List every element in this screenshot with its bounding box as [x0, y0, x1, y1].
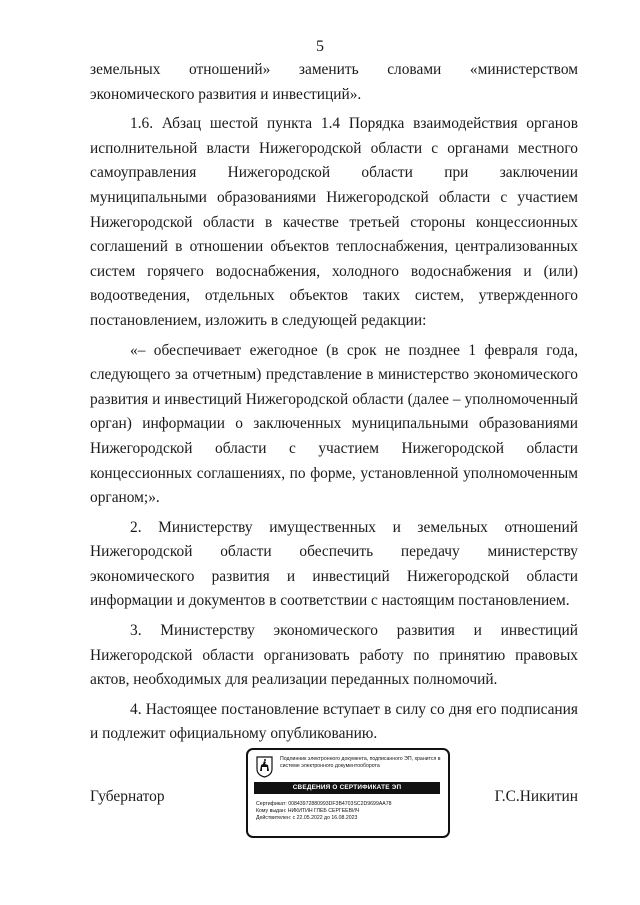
paragraph-item-3: 3. Министерству экономического развития и инвестиций Нижегородской области организовать работу по принятию правовых актов, необходимых для реализации переданных полномочий.: [90, 622, 578, 689]
page-number: 5: [316, 38, 324, 55]
coat-of-arms-icon: [256, 756, 273, 778]
paragraph-continuation: земельных отношений» заменить словами «министерством экономического развития и инвестиций».: [90, 61, 578, 103]
document-body: [90, 58, 578, 747]
certificate-serial: Сертификат: 00843972880993DF3B4703SC2D9699AA78: [256, 801, 392, 807]
certificate-validity: Действителен: с 22.05.2022 до 16.08.2023: [256, 815, 358, 822]
stamp-header: СВЕДЕНИЯ О СЕРТИФИКАТЕ ЭП: [254, 782, 440, 794]
certificate-owner: Кому выдан: НИКИТИН ГЛЕБ СЕРГЕЕВИЧ: [256, 808, 360, 815]
electronic-signature-stamp: [246, 748, 450, 838]
paragraph-1-6: 1.6. Абзац шестой пункта 1.4 Порядка взаимодействия органов исполнительной власти Нижегородской области с органами местного самоуправления Нижегородской области при заключении муниципальными образованиями Нижегородской области с участием Нижегородской области в качестве третьей стороны концессионных соглашений в отношении объектов теплоснабжения, централизованных систем горячего водоснабжения, холодного водоснабжения и (или) водоотведения, отдельных объектов таких систем, утвержденного постановлением, изложить в следующей редакции:: [90, 115, 578, 329]
stamp-notice: Подлинник электронного документа, подписанного ЭП, хранится в системе электронного документооборота: [280, 756, 441, 769]
signatory-name: Г.С.Никитин: [494, 788, 578, 805]
paragraph-new-wording: «– обеспечивает ежегодное (в срок не позднее 1 февраля года, следующего за отчетным) представление в министерство экономического развития и инвестиций Нижегородской области (далее – уполномоченный орган) информации о заключенных муниципальными образованиями Нижегородской области с участием Нижегородской области концессионных соглашениях, по форме, установленной уполномоченным органом;».: [90, 341, 578, 507]
stamp-certificate-details: [256, 801, 442, 823]
signatory-title: Губернатор: [90, 788, 165, 805]
paragraph-item-2: 2. Министерству имущественных и земельных отношений Нижегородской области обеспечить передачу министерству экономического развития и инвестиций Нижегородской области информации и документов в соответствии с настоящим постановлением.: [90, 518, 578, 610]
paragraph-item-4: 4. Настоящее постановление вступает в силу со дня его подписания и подлежит официальному опубликованию.: [90, 700, 578, 743]
